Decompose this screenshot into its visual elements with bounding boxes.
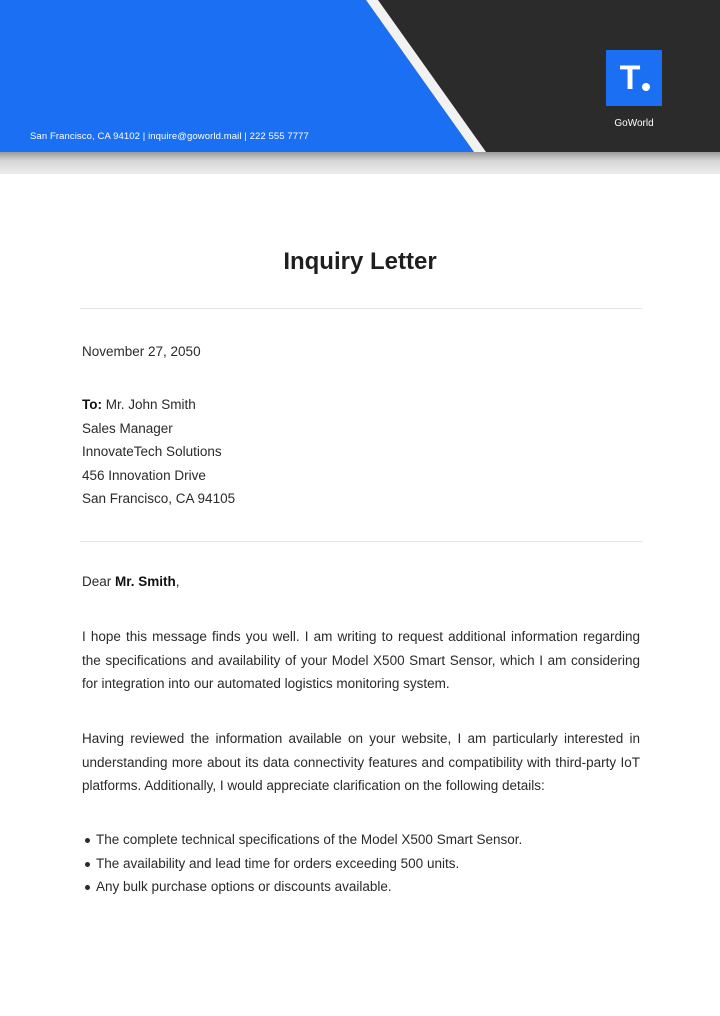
greeting: [82, 570, 180, 594]
details-list: [82, 828, 522, 899]
page-title: Inquiry Letter: [283, 248, 437, 275]
company-logo: [606, 50, 662, 106]
recipient-city: San Francisco, CA 94105: [82, 491, 236, 506]
body-paragraph: I hope this message finds you well. I am writing to request additional information regarding the specifications and availability of your Model X500 Smart Sensor, which I am considering for integration into our automated logistics monitoring system.: [82, 629, 640, 691]
list-item: Any bulk purchase options or discounts available.: [82, 875, 522, 899]
letter-date: November 27, 2050: [82, 344, 201, 359]
to-label: To:: [82, 397, 102, 412]
list-item: The availability and lead time for orders exceeding 500 units.: [82, 852, 522, 876]
header-gradient-band: [0, 152, 720, 174]
logo-dot: [642, 83, 650, 91]
recipient-company: InnovateTech Solutions: [82, 444, 222, 459]
greeting-name: Mr. Smith: [115, 574, 176, 589]
recipient-block: [82, 393, 235, 511]
title-divider: [80, 308, 642, 309]
contact-info: San Francisco, CA 94102 | inquire@goworld.mail | 222 555 7777: [30, 131, 309, 142]
recipient-title: Sales Manager: [82, 420, 173, 436]
recipient-name-line: [82, 393, 235, 417]
recipient-divider: [80, 541, 642, 542]
blue-banner-shape: [0, 0, 474, 152]
recipient-name: Mr. John Smith: [105, 397, 196, 412]
greeting-prefix: Dear: [82, 574, 116, 589]
letterhead-header: [0, 0, 720, 152]
list-item: The complete technical specifications of the Model X500 Smart Sensor.: [82, 828, 522, 852]
greeting-suffix: ,: [175, 574, 180, 589]
recipient-street: 456 Innovation Drive: [82, 467, 206, 483]
body-paragraph: Having reviewed the information available on your website, I am particularly interested in understanding more about its data connectivity features and compatibility with third-party IoT platforms. Additionally, I would appreciate clarification on the following details:: [82, 731, 640, 793]
brand-name: GoWorld: [614, 118, 654, 129]
logo-letter: T: [619, 59, 641, 97]
